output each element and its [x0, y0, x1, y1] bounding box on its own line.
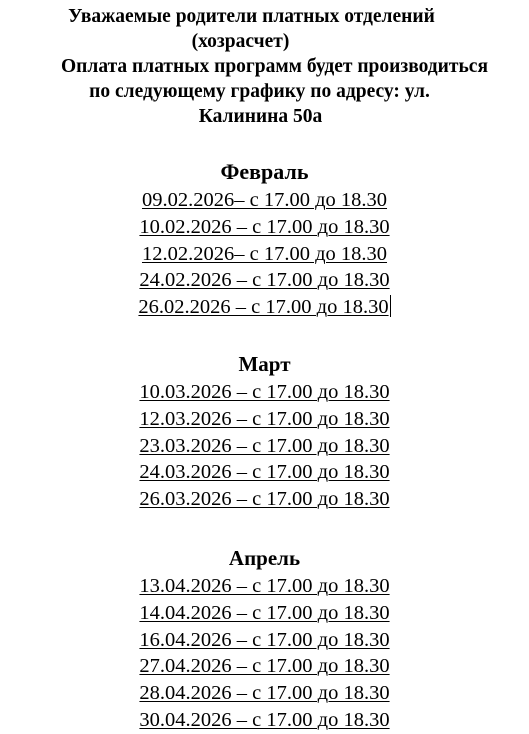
month-heading-march: Март	[238, 351, 291, 376]
header-line-3: Оплата платных программ будет производиться	[60, 56, 489, 77]
schedule-date: 23.03.2026 – с 17.00 до 18.30	[139, 434, 390, 457]
header-line-2: (хозрасчет)	[191, 31, 290, 52]
schedule-date: 14.04.2026 – с 17.00 до 18.30	[139, 601, 390, 624]
month-heading-april: Апрель	[228, 545, 301, 570]
schedule-date: 12.02.2026– с 17.00 до 18.30	[141, 242, 388, 265]
text-cursor	[390, 295, 391, 317]
schedule-date: 26.03.2026 – с 17.00 до 18.30	[139, 488, 390, 511]
schedule-list-february	[0, 187, 529, 321]
schedule-date: 30.04.2026 – с 17.00 до 18.30	[139, 708, 390, 731]
announcement-header	[0, 0, 529, 129]
schedule-date: 09.02.2026– с 17.00 до 18.30	[141, 189, 388, 211]
schedule-date: 13.04.2026 – с 17.00 до 18.30	[139, 574, 390, 597]
schedule-date: 27.04.2026 – с 17.00 до 18.30	[139, 655, 390, 678]
schedule-date: 10.02.2026 – с 17.00 до 18.30	[139, 215, 390, 238]
schedule-date: 28.04.2026 – с 17.00 до 18.30	[139, 682, 390, 705]
schedule-date: 16.04.2026 – с 17.00 до 18.30	[139, 628, 390, 651]
schedule-date: 24.02.2026 – с 17.00 до 18.30	[139, 269, 390, 292]
schedule-date: 10.03.2026 – с 17.00 до 18.30	[139, 380, 390, 403]
header-line-5: Калинина 50а	[198, 106, 323, 127]
schedule-list-march	[0, 379, 529, 513]
schedule-date: 26.02.2026 – с 17.00 до 18.30	[138, 296, 389, 319]
header-line-1: Уважаемые родители платных отделений	[68, 6, 435, 27]
schedule-list-april	[0, 573, 529, 734]
header-line-4: по следующему графику по адресу: ул.	[89, 81, 430, 102]
schedule-date: 24.03.2026 – с 17.00 до 18.30	[139, 461, 390, 484]
month-heading-february: Февраль	[220, 159, 309, 184]
schedule-date: 12.03.2026 – с 17.00 до 18.30	[139, 407, 390, 430]
